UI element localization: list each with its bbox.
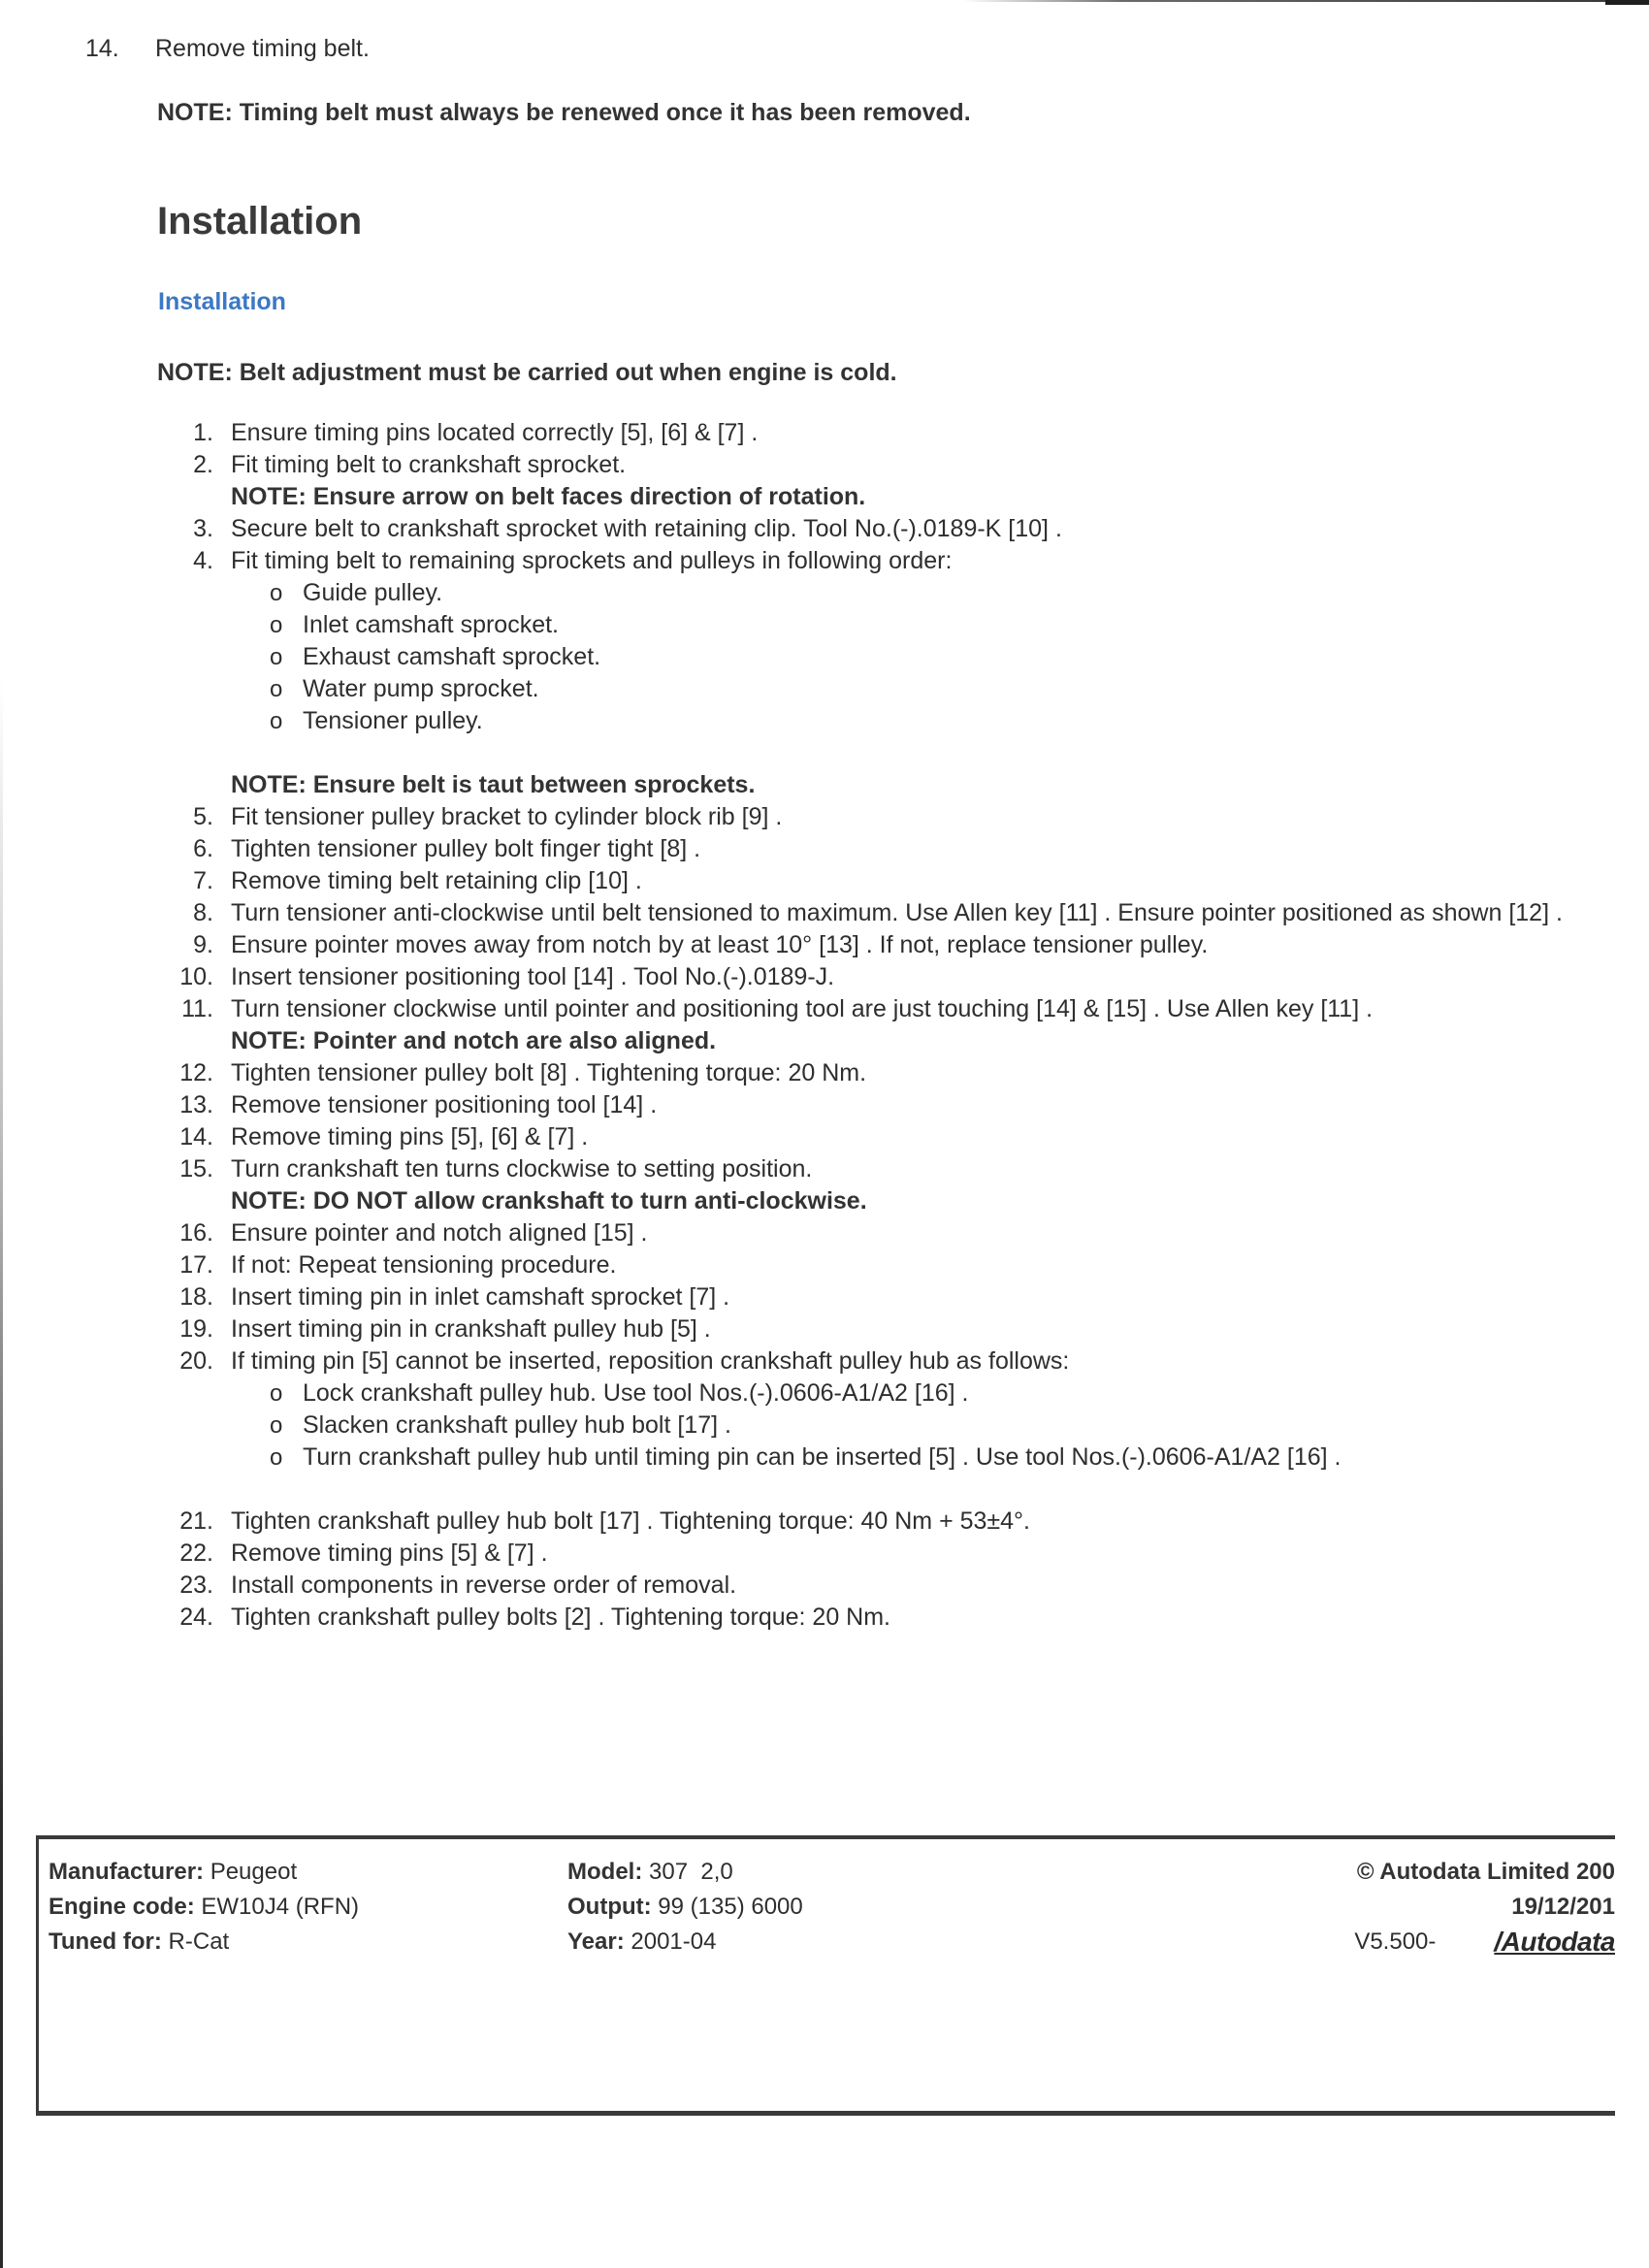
step-number: 15. bbox=[179, 1155, 213, 1183]
version-text: V5.500- bbox=[1354, 1928, 1437, 1955]
step-text: Turn tensioner anti-clockwise until belt tensioned to maximum. Use Allen key [11] . Ensure pointer positioned as shown [12] . bbox=[231, 899, 1563, 926]
step-subitem bbox=[175, 609, 1591, 641]
step-item bbox=[175, 449, 1591, 481]
footer-publisher-info bbox=[1227, 1855, 1615, 1960]
subitem-text: Inlet camshaft sprocket. bbox=[303, 611, 560, 638]
document-footer bbox=[36, 1835, 1615, 2116]
step-item bbox=[175, 1089, 1591, 1121]
step-note: NOTE: Ensure arrow on belt faces direction of rotation. bbox=[231, 483, 866, 510]
scan-corner-shadow bbox=[1605, 0, 1649, 5]
step-item bbox=[175, 1506, 1591, 1538]
cold-engine-note: NOTE: Belt adjustment must be carried out when engine is cold. bbox=[157, 359, 897, 386]
subitem-text: Water pump sprocket. bbox=[303, 675, 539, 702]
scan-edge-left bbox=[0, 0, 3, 2268]
step-number: 7. bbox=[193, 867, 213, 894]
step-number: 8. bbox=[193, 899, 213, 926]
step-number: 24. bbox=[179, 1604, 213, 1631]
version-row bbox=[1227, 1925, 1615, 1960]
step-item bbox=[175, 1345, 1591, 1377]
subitem-text: Tensioner pulley. bbox=[303, 707, 483, 734]
step-number: 9. bbox=[193, 931, 213, 958]
step-subitem bbox=[175, 1377, 1591, 1409]
step-text: Tighten crankshaft pulley bolts [2] . Tightening torque: 20 Nm. bbox=[231, 1604, 891, 1631]
step-item bbox=[175, 545, 1591, 577]
model-field bbox=[567, 1855, 803, 1890]
step-text: Remove timing belt. bbox=[155, 35, 370, 62]
step-text: Secure belt to crankshaft sprocket with retaining clip. Tool No.(-).0189-K [10] . bbox=[231, 515, 1062, 542]
step-text: Remove timing pins [5], [6] & [7] . bbox=[231, 1123, 589, 1150]
step-subitem bbox=[175, 641, 1591, 673]
subitem-text: Turn crankshaft pulley hub until timing pin can be inserted [5] . Use tool Nos.(-).0606-A1/A2 [16] . bbox=[303, 1443, 1342, 1471]
step-item bbox=[175, 1602, 1591, 1634]
step-item bbox=[175, 993, 1591, 1025]
step-item bbox=[175, 1538, 1591, 1570]
step-number: 10. bbox=[179, 963, 213, 990]
step-number: 17. bbox=[179, 1251, 213, 1279]
scan-edge-top bbox=[0, 0, 1605, 2]
step-item bbox=[175, 1121, 1591, 1153]
step-subitem bbox=[175, 673, 1591, 705]
step-number: 14. bbox=[85, 35, 119, 62]
step-item bbox=[175, 1217, 1591, 1249]
step-note: NOTE: Ensure belt is taut between sprockets. bbox=[231, 771, 756, 798]
year-field bbox=[567, 1925, 803, 1960]
step-number: 11. bbox=[181, 995, 213, 1022]
year-value: 2001-04 bbox=[630, 1928, 717, 1955]
manufacturer-field bbox=[48, 1855, 359, 1890]
section-title: Installation bbox=[157, 200, 363, 243]
bullet-circle-icon: o bbox=[270, 612, 283, 638]
bullet-circle-icon: o bbox=[270, 676, 283, 702]
step-number: 21. bbox=[179, 1507, 213, 1535]
step-item bbox=[175, 865, 1591, 897]
step-text: Tighten tensioner pulley bolt finger tight [8] . bbox=[231, 835, 701, 862]
step-item bbox=[175, 1153, 1591, 1185]
autodata-logo: /Autodata bbox=[1494, 1927, 1615, 1957]
step-text: Fit timing belt to crankshaft sprocket. bbox=[231, 451, 627, 478]
step-subitem bbox=[175, 1409, 1591, 1442]
step-note: NOTE: DO NOT allow crankshaft to turn anti-clockwise. bbox=[231, 1187, 867, 1215]
step-text: Fit tensioner pulley bracket to cylinder block rib [9] . bbox=[231, 803, 783, 830]
step-text: Remove timing pins [5] & [7] . bbox=[231, 1539, 548, 1567]
model-value: 307 2,0 bbox=[649, 1859, 733, 1885]
step-number: 13. bbox=[179, 1091, 213, 1118]
step-item bbox=[175, 1249, 1591, 1281]
renew-belt-note: NOTE: Timing belt must always be renewed once it has been removed. bbox=[157, 99, 971, 126]
step-item bbox=[175, 833, 1591, 865]
manufacturer-value: Peugeot bbox=[210, 1859, 298, 1885]
step-number: 22. bbox=[179, 1539, 213, 1567]
footer-model-info bbox=[567, 1855, 803, 1960]
bullet-circle-icon: o bbox=[270, 1380, 283, 1407]
step-text: Install components in reverse order of removal. bbox=[231, 1571, 737, 1599]
model-label: Model: bbox=[567, 1859, 643, 1885]
engine-code-field bbox=[48, 1890, 359, 1925]
step-number: 19. bbox=[179, 1315, 213, 1343]
step-number: 5. bbox=[193, 803, 213, 830]
step-item bbox=[175, 961, 1591, 993]
step-text: Insert timing pin in crankshaft pulley hub [5] . bbox=[231, 1315, 711, 1343]
step-number: 16. bbox=[179, 1219, 213, 1247]
subitem-text: Exhaust camshaft sprocket. bbox=[303, 643, 601, 670]
step-number: 1. bbox=[193, 419, 213, 446]
step-text: Turn crankshaft ten turns clockwise to setting position. bbox=[231, 1155, 813, 1183]
step-number: 2. bbox=[193, 451, 213, 478]
step-number: 6. bbox=[193, 835, 213, 862]
step-text: Ensure pointer and notch aligned [15] . bbox=[231, 1219, 648, 1247]
footer-vehicle-info bbox=[48, 1855, 359, 1960]
step-item bbox=[175, 1313, 1591, 1345]
step-text: Remove timing belt retaining clip [10] . bbox=[231, 867, 642, 894]
print-date: 19/12/201 bbox=[1511, 1894, 1615, 1920]
step-text: Tighten crankshaft pulley hub bolt [17] . Tightening torque: 40 Nm + 53±4°. bbox=[231, 1507, 1030, 1535]
step-number: 18. bbox=[179, 1283, 213, 1311]
output-field bbox=[567, 1890, 803, 1925]
installation-steps bbox=[175, 417, 1591, 1634]
step-item bbox=[175, 513, 1591, 545]
bullet-circle-icon: o bbox=[270, 644, 283, 670]
subsection-title: Installation bbox=[158, 288, 286, 315]
step-item bbox=[175, 897, 1591, 929]
step-text: Insert timing pin in inlet camshaft sprocket [7] . bbox=[231, 1283, 730, 1311]
previous-step bbox=[85, 35, 370, 63]
step-number: 20. bbox=[179, 1347, 213, 1375]
subitem-text: Guide pulley. bbox=[303, 579, 443, 606]
step-text: If timing pin [5] cannot be inserted, reposition crankshaft pulley hub as follows: bbox=[231, 1347, 1070, 1375]
bullet-circle-icon: o bbox=[270, 708, 283, 734]
step-text: Insert tensioner positioning tool [14] . Tool No.(-).0189-J. bbox=[231, 963, 835, 990]
output-label: Output: bbox=[567, 1894, 652, 1920]
step-subitem bbox=[175, 1442, 1591, 1474]
step-item bbox=[175, 1057, 1591, 1089]
step-text: Ensure pointer moves away from notch by at least 10° [13] . If not, replace tensioner pulley. bbox=[231, 931, 1209, 958]
step-item bbox=[175, 801, 1591, 833]
step-note: NOTE: Pointer and notch are also aligned. bbox=[231, 1027, 717, 1054]
step-number: 12. bbox=[179, 1059, 213, 1086]
step-text: Turn tensioner clockwise until pointer and positioning tool are just touching [14] & [15] . Use Allen key [11] . bbox=[231, 995, 1374, 1022]
bullet-circle-icon: o bbox=[270, 580, 283, 606]
subitem-text: Lock crankshaft pulley hub. Use tool Nos.(-).0606-A1/A2 [16] . bbox=[303, 1379, 969, 1407]
tuned-for-label: Tuned for: bbox=[48, 1928, 162, 1955]
step-text: Tighten tensioner pulley bolt [8] . Tightening torque: 20 Nm. bbox=[231, 1059, 867, 1086]
year-label: Year: bbox=[567, 1928, 625, 1955]
step-item bbox=[175, 417, 1591, 449]
spacer bbox=[175, 1474, 1591, 1506]
step-item bbox=[175, 1570, 1591, 1602]
step-text: Remove tensioner positioning tool [14] . bbox=[231, 1091, 658, 1118]
manufacturer-label: Manufacturer: bbox=[48, 1859, 205, 1885]
step-text: Fit timing belt to remaining sprockets and pulleys in following order: bbox=[231, 547, 953, 574]
step-text: If not: Repeat tensioning procedure. bbox=[231, 1251, 617, 1279]
output-value: 99 (135) 6000 bbox=[658, 1894, 803, 1920]
step-subitem bbox=[175, 577, 1591, 609]
tuned-for-field bbox=[48, 1925, 359, 1960]
step-number: 3. bbox=[193, 515, 213, 542]
step-item bbox=[175, 929, 1591, 961]
bullet-circle-icon: o bbox=[270, 1444, 283, 1471]
tuned-for-value: R-Cat bbox=[168, 1928, 230, 1955]
spacer bbox=[175, 737, 1591, 769]
step-number: 23. bbox=[179, 1571, 213, 1599]
copyright-text: © Autodata Limited 200 bbox=[1356, 1859, 1615, 1885]
step-number: 14. bbox=[179, 1123, 213, 1150]
step-text: Ensure timing pins located correctly [5], [6] & [7] . bbox=[231, 419, 759, 446]
subitem-text: Slacken crankshaft pulley hub bolt [17] . bbox=[303, 1411, 731, 1439]
bullet-circle-icon: o bbox=[270, 1412, 283, 1439]
engine-code-label: Engine code: bbox=[48, 1894, 195, 1920]
step-number: 4. bbox=[193, 547, 213, 574]
step-item bbox=[175, 1281, 1591, 1313]
engine-code-value: EW10J4 (RFN) bbox=[201, 1894, 360, 1920]
step-subitem bbox=[175, 705, 1591, 737]
